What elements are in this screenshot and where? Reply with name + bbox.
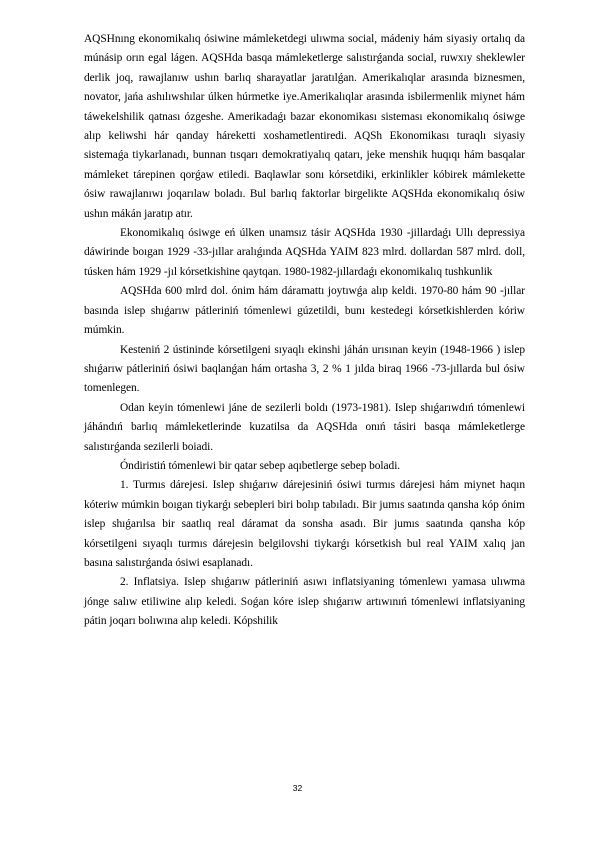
paragraph-8: 2. Inflatsiya. Islep shıǵarıw pátleriniń asıwı inflatsiyaning tómenlewı yamasa ulıwma jónge salıw etiliwine alıp keledi. Soǵan kóre islep shıǵarıw artıwınıń tómenlewi inflatsiyaning pátin joqarı bolıwına alıp keledi. Kópshilik <box>84 576 525 628</box>
paragraph-3: AQSHda 600 mlrd dol. ónim hám dáramattı joytıwǵa alıp keldi. 1970-80 hám 90 -jıllar basında islep shıǵarıw pátleriniń tómenlewi gúzetildi, bunı kestedegi kórsetkishlerden kóriw múmkin. <box>84 285 525 337</box>
paragraph-4: Kesteniń 2 ústininde kórsetilgeni sıyaqlı ekinshi jáhán urısınan keyin (1948-1966 ) islep shıǵarıw pátleriniń ósiwi baqlanǵan hám ortasha 3, 2 % 1 jılda biraq 1966 -73-jıllarda bul ósiw tomenlegen. <box>84 343 525 395</box>
paragraph-7: 1. Turmıs dárejesi. Islep shıǵarıw dárejesiniń ósiwi turmıs dárejesi hám miynet haqın kóteriw múmkin boıgan tiykarǵı sebepleri biri bolıp tabıladı. Bir jumıs saatında qansha kóp ónim islep shıǵarılsa bir saatlıq real dáramat da sonsha asadı. Bir jumıs saatında qansha kóp kórsetilgeni sıyaqlı turmıs dárejesin belgilovshi tiykarǵı kórsetkish bul real YAIM xalıq jan basına salıstırǵanda ósiwi esaplanadı. <box>84 479 525 569</box>
paragraph-6: Óndiristiń tómenlewi bir qatar sebep aqıbetlerge sebep boladi. <box>120 459 401 472</box>
paragraph-1: AQSHnıng ekonomikalıq ósiwine mámleketdegi ulıwma social, mádeniy hám siyasiy ortalıq da múnásip orın egal lágen. AQSHda basqa mámleketlerge salıstırǵanda social, ruwxıy sheklewler derlik joq, rawajlanıw ushın barlıq sharayatlar jaratılǵan. Amerikalıqlar arasında biznesmen, novator, jańa ashılıwshılar úlken húrmetke iye.Amerikalıqlar arasında isbilermenlik miynet hám táwekelshilik qatnası ózgeshe. Amerikadaǵı bazar ekonomikası sisteması ekonomikalıq ósiwge alıp keliwshi hár qanday háreketti xoshametlentiredi. AQSh Ekonomikası turaqlı siyasiy sistemaǵa tiykarlanadı, bunnan tısqarı demokratiyalıq qatarı, jeke menshik huqıqı hám basqalar mámleket tárepinen qorǵaw etiledi. Baqlawlar sonı kórsetdiki, erkinlikler kóbirek mámlekette ósiw rawajlanıwı joqarılaw boladı. Bul barlıq faktorlar birgelikte AQSHda ekonomikalıq ósiw ushın mákán jaratıp atır. <box>84 33 525 220</box>
document-body <box>84 30 525 632</box>
paragraph-2: Ekonomikalıq ósiwge eń úlken unamsız tásir AQSHda 1930 -jillardaǵı Ullı depressiya dáwirinde boıgan 1929 -33-jıllar aralıǵında AQSHda YAIM 823 mlrd. dollardan 587 mlrd. doll, túsken hám 1929 -jıl kórsetkishine qaytqan. 1980-1982-jıllardaǵı ekonomikalıq tushkunlik <box>84 227 525 278</box>
page-number: 32 <box>292 783 303 793</box>
paragraph-5: Odan keyin tómenlewi jáne de sezilerli boldı (1973-1981). Islep shıǵarıwdıń tómenlewi jáhándıń barlıq mámleketlerinde kuzatilsa da AQSHda onıń tásiri basqa mámleketlerge salıstırǵanda sezilerli boiadi. <box>84 401 525 453</box>
